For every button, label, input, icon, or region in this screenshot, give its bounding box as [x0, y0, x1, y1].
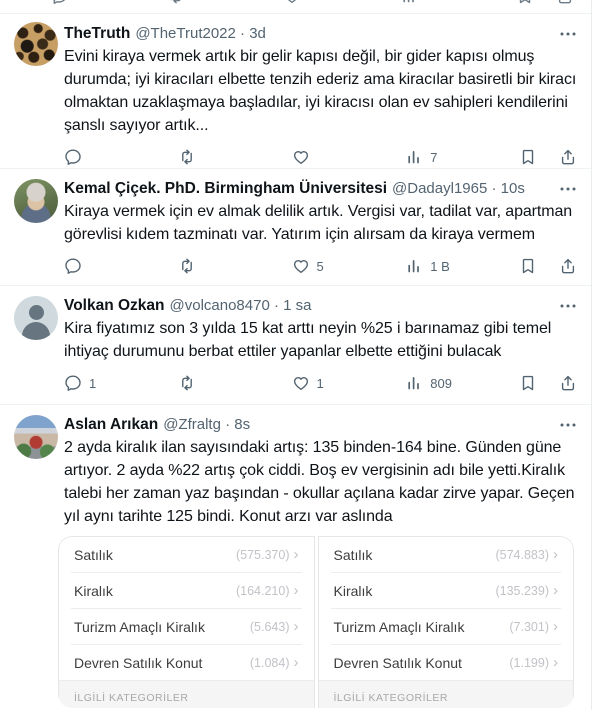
display-name[interactable]: Kemal Çiçek. PhD. Birmingham Üniversitesi — [64, 180, 388, 197]
category-label: Satılık — [333, 546, 373, 563]
three-dots-icon — [559, 297, 577, 315]
category-count: (574.883) — [495, 547, 549, 562]
listing-categories-screenshot-right[interactable] — [318, 536, 575, 708]
bookmark-icon[interactable] — [519, 257, 537, 275]
tweet[interactable] — [0, 14, 591, 169]
chevron-right-icon: › — [553, 582, 558, 599]
listing-categories-screenshot-left[interactable] — [58, 536, 315, 708]
heart-icon — [292, 374, 310, 392]
handle-and-time[interactable]: @volcano8470 · 1 sa — [169, 297, 312, 314]
tweet-text: 2 ayda kiralık ilan sayısındaki artış: 135 binden-164 bine. Günden güne artıyor. 2 ayda %22 artış çok ciddi. Boş ev vergisinin adı bile yetti.Kiralık talebi her zaman yaz başından - okullar açılana kadar zirve yapar. Geçen yıl aynı tarihte 125 bindi. Konut arzı var aslında — [64, 439, 579, 525]
more-button[interactable] — [559, 416, 577, 434]
like-count: 1 — [316, 375, 324, 391]
category-count: (5.643) — [249, 619, 290, 634]
bar-chart-icon — [405, 148, 423, 166]
views-button[interactable] — [405, 257, 519, 275]
chevron-right-icon: › — [553, 546, 558, 563]
more-button[interactable] — [559, 297, 577, 315]
tweet[interactable] — [0, 405, 591, 707]
like-button[interactable] — [292, 148, 406, 166]
view-count: 809 — [430, 375, 452, 391]
category-label: Turizm Amaçlı Kiralık — [74, 618, 205, 635]
share-icon[interactable] — [556, 0, 574, 5]
chevron-right-icon: › — [293, 546, 299, 563]
related-categories-header: İLGİLİ KATEGORİLER — [319, 680, 574, 708]
category-label: Kiralık — [333, 582, 373, 599]
category-row[interactable] — [331, 537, 562, 573]
retweet-button[interactable] — [178, 374, 292, 392]
display-name[interactable]: TheTruth — [64, 25, 131, 42]
avatar[interactable] — [14, 296, 58, 340]
retweet-icon — [178, 257, 196, 275]
more-button[interactable] — [559, 180, 577, 198]
tweet-text: Kira fiyatımız son 3 yılda 15 kat arttı neyin %25 i barınamaz gibi temel ihtiyaç durumunu berbat ettiler yapanlar elbette ettiğini bulacak — [64, 320, 556, 360]
reply-count: 1 — [89, 375, 97, 391]
category-row[interactable] — [71, 609, 302, 645]
category-row[interactable] — [71, 537, 302, 573]
three-dots-icon — [559, 25, 577, 43]
more-button[interactable] — [559, 25, 577, 43]
reply-icon — [50, 0, 68, 5]
reply-icon — [64, 257, 82, 275]
category-count: (7.301) — [509, 619, 549, 634]
reply-button[interactable] — [64, 257, 178, 275]
tweet-actions — [64, 246, 577, 286]
avatar[interactable] — [14, 22, 58, 66]
tweet-text: Evini kiraya vermek artık bir gelir kapısı değil, bir gider kapısı olmuş durumda; iyi kiracıları elbette tenzih ederiz ama kiracılar basiretli bir kiracı olmaktan uzaklaşmaya başladılar, iyi kiracısı olan ev sahipleri kendilerini şanslı sayıyor artık... — [64, 48, 581, 134]
category-row[interactable] — [71, 573, 302, 609]
reply-icon — [64, 374, 82, 392]
retweet-button[interactable] — [178, 257, 292, 275]
reply-button[interactable] — [64, 374, 178, 392]
chevron-right-icon: › — [293, 582, 299, 599]
category-count: (135.239) — [495, 583, 549, 598]
bookmark-icon[interactable] — [516, 0, 534, 5]
bar-chart-icon — [405, 374, 423, 392]
tweet-actions — [64, 363, 577, 403]
retweet-icon — [178, 374, 196, 392]
views-button[interactable] — [405, 374, 519, 392]
retweet-button[interactable] — [178, 148, 292, 166]
share-icon[interactable] — [559, 148, 577, 166]
related-categories-header: İLGİLİ KATEGORİLER — [59, 680, 314, 708]
category-label: Turizm Amaçlı Kiralık — [333, 618, 465, 635]
heart-icon — [283, 0, 301, 5]
avatar[interactable] — [14, 415, 58, 459]
chevron-right-icon: › — [553, 618, 558, 635]
like-button[interactable] — [292, 374, 406, 392]
three-dots-icon — [559, 416, 577, 434]
category-label: Satılık — [74, 546, 113, 563]
like-button[interactable] — [292, 257, 406, 275]
like-count: 5 — [316, 258, 324, 274]
category-count: (1.084) — [249, 655, 290, 670]
bookmark-icon[interactable] — [519, 374, 537, 392]
chevron-right-icon: › — [553, 654, 558, 671]
chevron-right-icon: › — [293, 654, 299, 671]
retweet-button[interactable] — [167, 0, 284, 5]
retweet-icon — [167, 0, 185, 5]
category-count: (1.199) — [509, 655, 549, 670]
bar-chart-icon — [400, 0, 418, 5]
handle-and-time[interactable]: @Dadayl1965 · 10s — [392, 180, 525, 197]
retweet-icon — [178, 148, 196, 166]
category-row[interactable] — [331, 573, 562, 609]
heart-icon — [292, 148, 310, 166]
tweet[interactable] — [0, 286, 591, 405]
category-count: (164.210) — [235, 583, 290, 598]
attached-images-card[interactable] — [58, 536, 574, 708]
view-count: 7 — [430, 149, 438, 165]
category-row[interactable] — [71, 645, 302, 680]
handle-and-time[interactable]: @Zfraltg · 8s — [163, 416, 251, 433]
views-button[interactable] — [400, 0, 517, 5]
display-name[interactable]: Volkan Ozkan — [64, 297, 165, 314]
share-icon[interactable] — [559, 257, 577, 275]
reply-icon — [64, 148, 82, 166]
avatar[interactable] — [14, 179, 58, 223]
like-button[interactable] — [283, 0, 400, 5]
chevron-right-icon: › — [293, 618, 299, 635]
previous-tweet-clipped-actions — [0, 0, 591, 14]
category-label: Devren Satılık Konut — [74, 654, 203, 671]
tweet[interactable] — [0, 169, 591, 286]
reply-button[interactable] — [64, 148, 178, 166]
views-button[interactable] — [405, 148, 519, 166]
category-row[interactable] — [331, 609, 562, 645]
heart-icon — [292, 257, 310, 275]
category-count: (575.370) — [235, 547, 290, 562]
display-name[interactable]: Aslan Arıkan — [64, 416, 159, 433]
category-row[interactable] — [331, 645, 562, 680]
share-icon[interactable] — [559, 374, 577, 392]
view-count: 1 B — [430, 258, 450, 274]
bar-chart-icon — [405, 257, 423, 275]
bookmark-icon[interactable] — [519, 148, 537, 166]
category-label: Kiralık — [74, 582, 113, 599]
three-dots-icon — [559, 180, 577, 198]
tweet-text: Kiraya vermek için ev almak delilik artık. Vergisi var, tadilat var, apartman görevlisi kıdem tazminatı var. Yatırım için alırsam da kiraya vermem — [64, 203, 577, 243]
handle-and-time[interactable]: @TheTrut2022 · 3d — [135, 25, 266, 42]
category-label: Devren Satılık Konut — [333, 654, 462, 671]
reply-button[interactable] — [50, 0, 167, 5]
